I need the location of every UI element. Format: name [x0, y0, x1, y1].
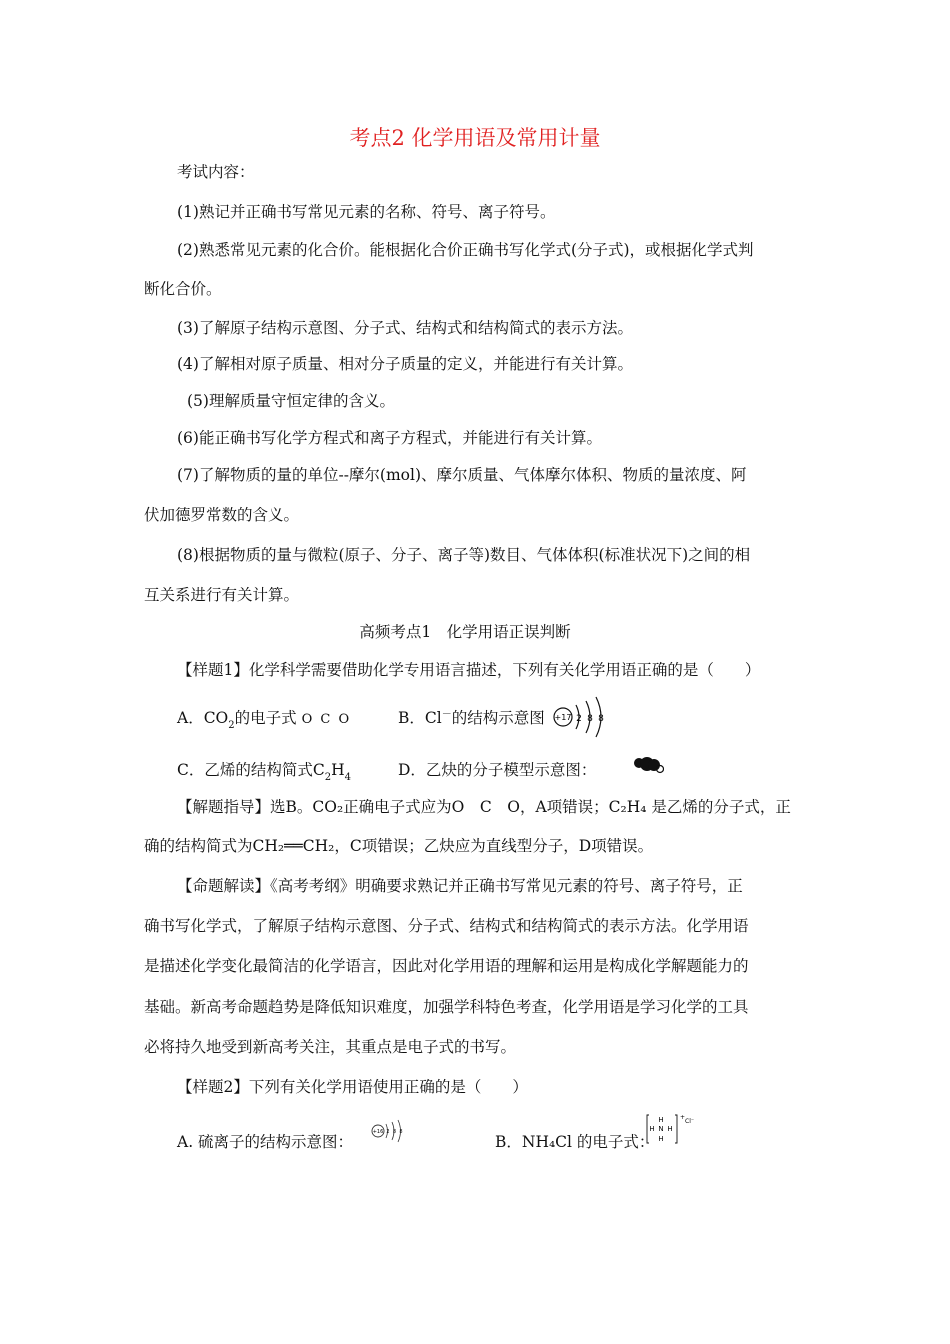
hydrogen-symbol: H	[331, 761, 345, 779]
shell-count-3: 8	[399, 1129, 403, 1135]
exam-item-3: (3)了解原子结构示意图、分子式、结构式和结构简式的表示方法。	[177, 319, 633, 337]
exam-item-4: (4)了解相对原子质量、相对分子质量的定义，并能进行有关计算。	[177, 355, 633, 373]
option-b-label: B．Cl	[398, 709, 442, 727]
cl-ion-structure-diagram	[552, 693, 614, 741]
interpretation-line-4: 基础。新高考命题趋势是降低知识难度，加强学科特色考查，化学用语是学习化学的工具	[144, 998, 749, 1016]
option-a-label: A．CO	[177, 709, 229, 727]
section-heading: 高频考点1 化学用语正误判断	[359, 623, 571, 641]
exam-item-1: (1)熟记并正确书写常见元素的名称、符号、离子符号。	[177, 203, 556, 221]
example1-option-d: D．乙炔的分子模型示意图：	[398, 761, 597, 779]
shell-count-2: 8	[587, 714, 593, 724]
page-title: 考点2 化学用语及常用计量	[349, 126, 601, 150]
exam-item-7: (7)了解物质的量的单位--摩尔(mol)、摩尔质量、气体摩尔体积、物质的量浓度、阿	[177, 466, 747, 484]
example2-option-b: B．NH₄Cl 的电子式：	[495, 1133, 655, 1151]
guide-line-2: 确的结构简式为CH₂══CH₂，C项错误；乙炔应为直线型分子，D项错误。	[144, 837, 654, 855]
sulfide-ion-structure-diagram	[370, 1118, 406, 1144]
exam-item-7-cont: 伏加德罗常数的含义。	[144, 506, 300, 524]
nucleus-label: +16	[372, 1129, 384, 1135]
h-right: H	[667, 1125, 673, 1133]
subscript: 2	[228, 720, 235, 732]
shell-count-3: 8	[598, 714, 604, 724]
example1-option-b	[398, 708, 545, 728]
exam-item-6: (6)能正确书写化学方程式和离子方程式，并能进行有关计算。	[177, 429, 602, 447]
option-a-rest: 的电子式	[234, 709, 297, 727]
guide-line-1: 【解题指导】选B。CO₂正确电子式应为O C O，A项错误；C₂H₄ 是乙烯的分子式，正	[177, 798, 791, 816]
shell-count-2: 8	[392, 1129, 397, 1135]
option-b-rest: 的结构示意图	[451, 709, 545, 727]
h-left: H	[649, 1125, 655, 1133]
example2-option-a: A. 硫离子的结构示意图：	[177, 1133, 354, 1151]
option-c-label: C．乙烯的结构简式C	[177, 761, 325, 779]
subscript: 4	[344, 772, 352, 784]
exam-item-8-cont: 互关系进行有关计算。	[144, 586, 300, 604]
shell-count-1: 2	[386, 1129, 390, 1135]
subscript: 2	[324, 772, 332, 784]
superscript: －	[441, 708, 452, 720]
nh4cl-electron-formula-image	[645, 1112, 697, 1146]
h-bottom: H	[658, 1135, 664, 1143]
co2-formula: O C O	[301, 712, 352, 727]
example1-option-c	[177, 760, 352, 784]
chloride-label: Cl⁻	[685, 1118, 695, 1125]
exam-item-2-cont: 断化合价。	[144, 280, 222, 298]
interpretation-line-1: 【命题解读】《高考考纲》明确要求熟记并正确书写常见元素的符号、离子符号，正	[177, 877, 743, 895]
interpretation-line-5: 必将持久地受到新高考关注，其重点是电子式的书写。	[144, 1038, 517, 1056]
exam-item-5: (5)理解质量守恒定律的含义。	[187, 392, 395, 410]
example1-question: 【样题1】化学科学需要借助化学专用语言描述，下列有关化学用语正确的是（ ）	[177, 661, 761, 679]
h-top: H	[658, 1116, 664, 1124]
exam-item-8: (8)根据物质的量与微粒(原子、分子、离子等)数目、气体体积(标准状况下)之间的相	[177, 546, 751, 564]
acetylene-model-image	[632, 754, 664, 776]
interpretation-line-3: 是描述化学变化最简洁的化学语言，因此对化学用语的理解和运用是构成化学解题能力的	[144, 957, 749, 975]
exam-content-heading: 考试内容：	[177, 163, 255, 181]
interpretation-line-2: 确书写化学式，了解原子结构示意图、分子式、结构式和结构简式的表示方法。化学用语	[144, 917, 749, 935]
svg-text:N: N	[658, 1125, 664, 1133]
shell-count-1: 2	[576, 714, 582, 724]
nucleus-label: +17	[554, 713, 572, 722]
svg-text:+: +	[680, 1114, 686, 1121]
example2-question: 【样题2】下列有关化学用语使用正确的是（ ）	[177, 1078, 528, 1096]
example1-option-a	[177, 708, 351, 730]
exam-item-2: (2)熟悉常见元素的化合价。能根据化合价正确书写化学式(分子式)，或根据化学式判	[177, 241, 754, 259]
